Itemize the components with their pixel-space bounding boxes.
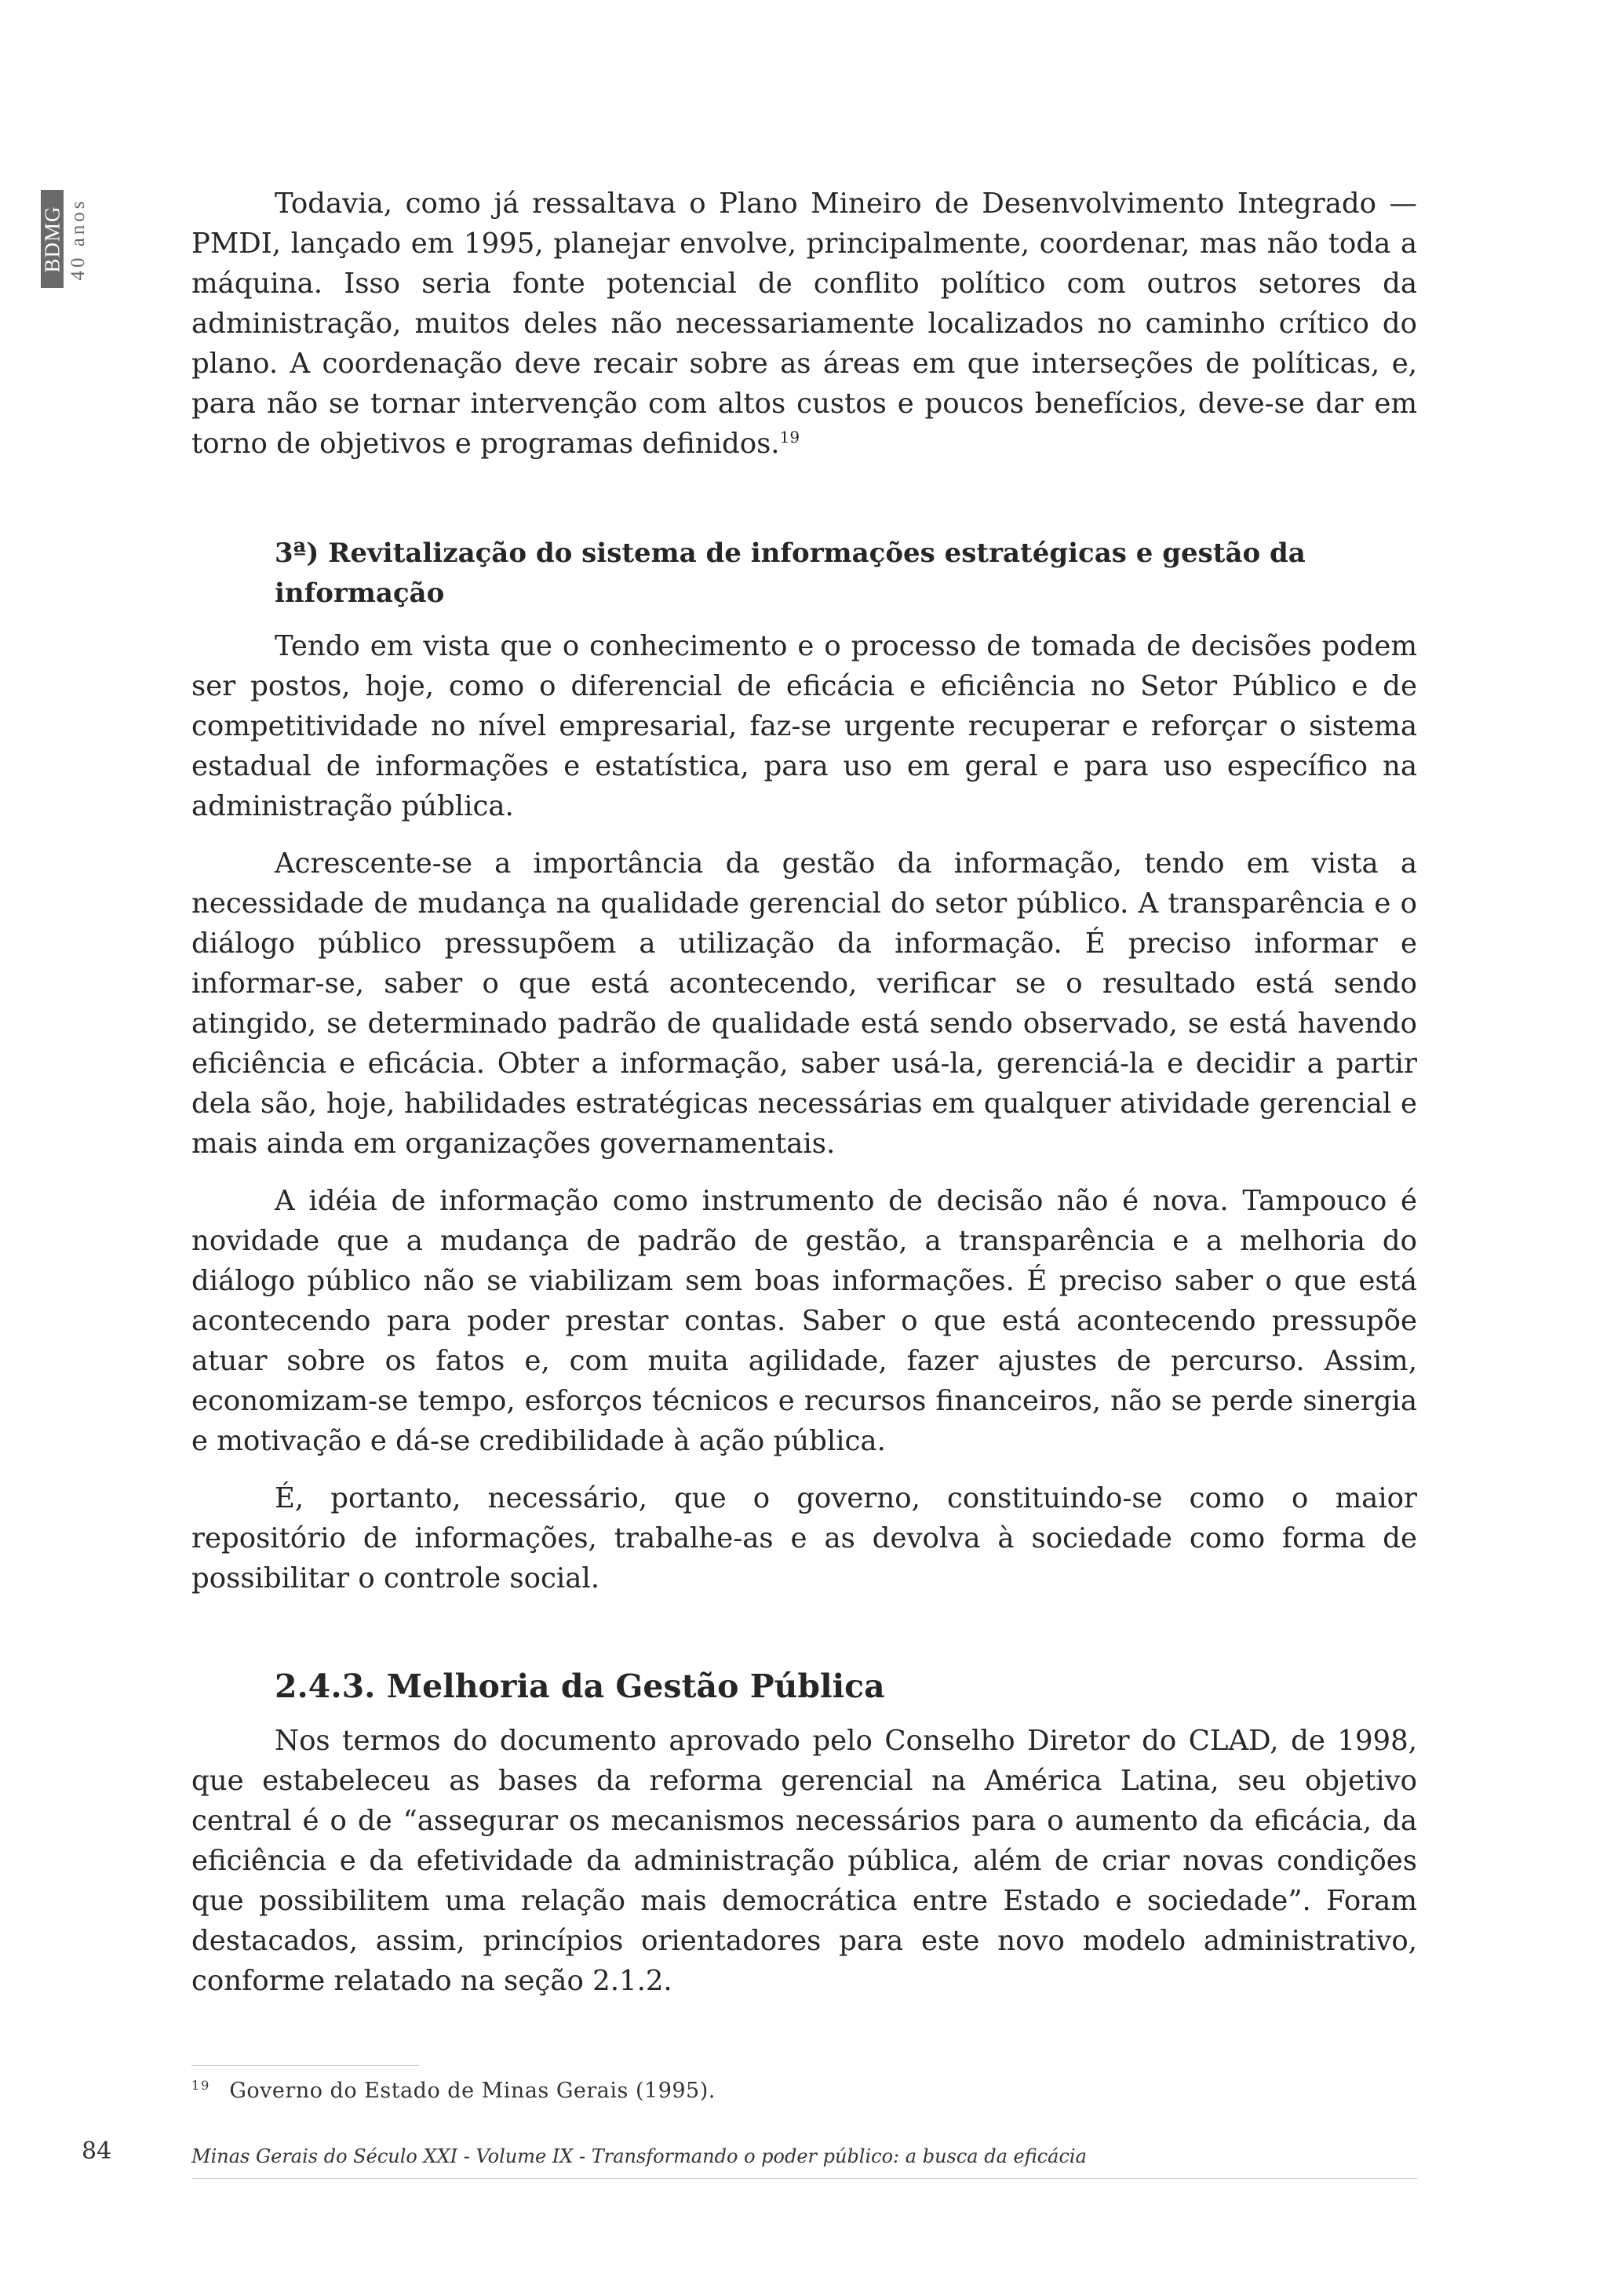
bdmg-logo — [41, 190, 93, 288]
footnote — [191, 2078, 716, 2103]
footnote-number: 19 — [191, 2078, 211, 2093]
paragraph-government-repository: É, portanto, necessário, que o governo, constituindo-se como o maior repositório de informações, trabalhe-as e as devolva à sociedade como forma de possibilitar o controle social. — [191, 1482, 1417, 1594]
bdmg-logo-box — [41, 190, 64, 288]
footnote-divider — [191, 2065, 419, 2066]
bdmg-logo-subtitle-box — [67, 190, 89, 288]
paragraph-clad: Nos termos do documento aprovado pelo Conselho Diretor do CLAD, de 1998, que estabeleceu as bases da reforma gerencial na América Latina, seu objetivo central é o de “assegurar os mecanismos necessários para o aumento da eficácia, da eficiência e da efetividade da administração pública, além de criar novas condições que possibilitem uma relação mais democrática entre Estado e sociedade”. Foram destacados, assim, princípios orientadores para este novo modelo administrativo, conforme relatado na seção 2.1.2. — [191, 1725, 1417, 1997]
page-number: 84 — [82, 2137, 112, 2165]
paragraph-knowledge: Tendo em vista que o conhecimento e o processo de tomada de decisões podem ser postos, hoje, como o diferencial de eficácia e eficiência no Setor Público e de competitividade no nível empresarial, faz-se urgente recuperar e reforçar o sistema estadual de informações e estatística, para uso em geral e para uso específico na administração pública. — [191, 630, 1417, 822]
subsection-heading: 3ª) Revitalização do sistema de informações estratégicas e gestão da informação — [275, 538, 1306, 609]
bdmg-logo-text: BDMG — [40, 205, 64, 273]
main-content — [191, 184, 1417, 2001]
paragraph-pmdi — [191, 184, 1417, 464]
paragraph-pmdi-text: Todavia, como já ressaltava o Plano Mineiro de Desenvolvimento Integrado — PMDI, lançado em 1995, planejar envolve, principalmente, coordenar, mas não toda a máquina. Isso seria fonte potencial de conflito político com outros setores da administração, muitos deles não necessariamente localizados no caminho crítico do plano. A coordenação deve recair sobre as áreas em que interseções de políticas, e, para não se tornar intervenção com altos custos e poucos benefícios, deve-se dar em torno de objetivos e programas definidos. — [191, 188, 1417, 460]
footnote-reference[interactable]: 19 — [779, 428, 800, 447]
paragraph-information-management: Acrescente-se a importância da gestão da informação, tendo em vista a necessidade de mudança na qualidade gerencial do setor público. A transparência e o diálogo público pressupõem a utilização da informação. É preciso informar e informar-se, saber o que está acontecendo, verificar se o resultado está sendo atingido, se determinado padrão de qualidade está sendo observado, se está havendo eficiência e eficácia. Obter a informação, saber usá-la, gerenciá-la e decidir a partir dela são, hoje, habilidades estratégicas necessárias em qualquer atividade gerencial e mais ainda em organizações governamentais. — [191, 847, 1417, 1160]
paragraph-information-decision: A idéia de informação como instrumento de decisão não é nova. Tampouco é novidade que a mudança de padrão de gestão, a transparência e a melhoria do diálogo público não se viabilizam sem boas informações. É preciso saber o que está acontecendo para poder prestar contas. Saber o que está acontecendo pressupõe atuar sobre os fatos e, com muita agilidade, fazer ajustes de percurso. Assim, economizam-se tempo, esforços técnicos e recursos financeiros, não se perde sinergia e motivação e dá-se credibilidade à ação pública. — [191, 1185, 1417, 1457]
footer-title: Minas Gerais do Século XXI - Volume IX - Transformando o poder público: a busca da eficácia — [191, 2145, 1087, 2167]
section-title: 2.4.3. Melhoria da Gestão Pública — [275, 1667, 885, 1705]
bdmg-logo-subtitle: 40 anos — [67, 197, 89, 281]
footer-divider — [191, 2178, 1417, 2179]
footnote-text: Governo do Estado de Minas Gerais (1995). — [229, 2079, 716, 2103]
